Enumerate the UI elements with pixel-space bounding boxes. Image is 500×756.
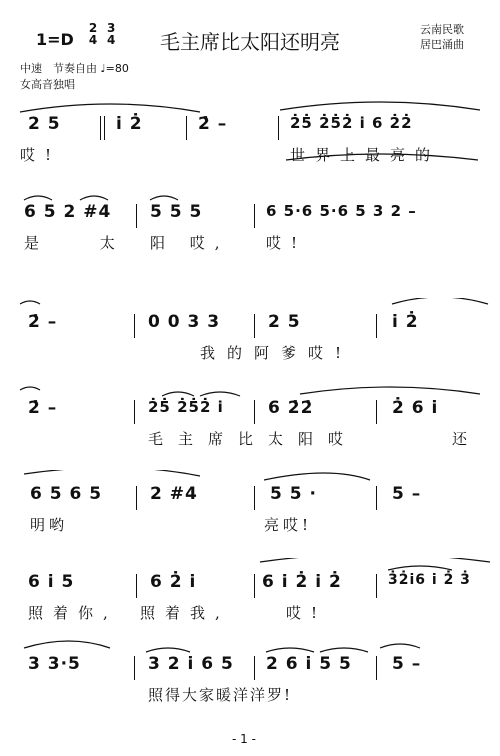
slur bbox=[80, 196, 108, 200]
measure: 2 5 bbox=[268, 312, 301, 332]
score-row-2 bbox=[0, 188, 500, 274]
barline bbox=[376, 656, 377, 680]
score-row-4 bbox=[0, 384, 500, 470]
lyric: 照着你, bbox=[28, 604, 118, 622]
lyric: 哎! bbox=[20, 146, 62, 164]
lyric: 明哟 bbox=[30, 516, 69, 534]
barline bbox=[136, 204, 137, 228]
barline bbox=[134, 656, 135, 680]
measure: i 2̇ bbox=[392, 312, 419, 332]
barline bbox=[278, 116, 279, 140]
lyric: 阳 哎, bbox=[150, 234, 230, 252]
slur bbox=[260, 558, 490, 562]
slur bbox=[146, 648, 190, 652]
barline bbox=[254, 314, 255, 338]
measure: 0 0 3 3 bbox=[148, 312, 221, 332]
barline bbox=[254, 656, 255, 680]
lyric: 照着我, bbox=[140, 604, 230, 622]
barline bbox=[136, 574, 137, 598]
slur-marks bbox=[0, 558, 500, 644]
barline bbox=[134, 314, 135, 338]
measure: 5 5 · bbox=[270, 484, 317, 504]
slur bbox=[24, 470, 200, 476]
barline bbox=[186, 116, 187, 140]
meter-2-top: 3 bbox=[107, 21, 116, 35]
slur-marks bbox=[0, 100, 500, 186]
meter-2-bottom: 4 bbox=[107, 33, 116, 47]
slur-marks bbox=[0, 188, 500, 274]
slur-marks bbox=[0, 470, 500, 556]
measure: 6 i 5 bbox=[28, 572, 75, 592]
measure: 3̇2̇i6 i 2̇ 3̇ bbox=[388, 572, 471, 588]
slur bbox=[280, 102, 480, 110]
lyric: 世界上最亮的 bbox=[290, 146, 441, 164]
slur-marks bbox=[0, 384, 500, 470]
measure: 5 5 5 bbox=[150, 202, 203, 222]
meter-1-bottom: 4 bbox=[88, 33, 98, 47]
measure: 6 2̇2̇ bbox=[268, 398, 314, 418]
score-row-3 bbox=[0, 298, 500, 384]
slur bbox=[266, 648, 314, 652]
slur bbox=[300, 387, 480, 394]
measure: 5 – bbox=[392, 654, 422, 674]
barline bbox=[376, 574, 377, 598]
credit-line-2: 居巴涌曲 bbox=[420, 38, 464, 51]
slur-marks bbox=[0, 640, 500, 726]
measure: 2̇5̇ 2̇5̇2̇ i 6 2̇2̇ bbox=[290, 114, 413, 132]
slur bbox=[380, 644, 420, 648]
barline bbox=[254, 486, 255, 510]
slur bbox=[20, 387, 40, 390]
measure: 2 6 i 5 5 bbox=[266, 654, 352, 674]
barline bbox=[134, 400, 135, 424]
lyric: 我的阿爹哎! bbox=[200, 344, 354, 362]
credit-line-1: 云南民歌 bbox=[420, 23, 464, 36]
barline bbox=[376, 314, 377, 338]
lyric: 哎! bbox=[266, 234, 308, 252]
measure: 2 #4 bbox=[150, 484, 198, 504]
key-signature: 1=D bbox=[36, 30, 74, 49]
barline bbox=[254, 204, 255, 228]
measure: 2̇ – bbox=[28, 398, 58, 418]
barline bbox=[376, 400, 377, 424]
meter-1-top: 2 bbox=[88, 21, 98, 35]
slur bbox=[388, 566, 452, 570]
slur bbox=[200, 392, 240, 396]
score-row-5 bbox=[0, 470, 500, 556]
measure: i 2̇ bbox=[116, 114, 143, 134]
barline bbox=[254, 574, 255, 598]
lyric: 照得大家暖洋洋罗! bbox=[148, 686, 293, 704]
slur bbox=[24, 641, 110, 648]
slur bbox=[264, 473, 370, 480]
voice-marking: 女高音独唱 bbox=[20, 78, 75, 91]
measure: 2̇ 6 i bbox=[392, 398, 439, 418]
measure: 2̇ – bbox=[28, 312, 58, 332]
slur bbox=[320, 648, 368, 652]
measure: 6 i 2̇ i 2̇ bbox=[262, 572, 342, 592]
measure: 2̇ – bbox=[198, 114, 228, 134]
lyric: 还 bbox=[452, 430, 478, 448]
measure: 6 2̇ i bbox=[150, 572, 197, 592]
barline bbox=[100, 116, 101, 140]
slur bbox=[20, 104, 200, 112]
barline bbox=[254, 400, 255, 424]
lyric: 毛主席比太阳哎 bbox=[148, 430, 359, 448]
slur bbox=[150, 196, 178, 200]
tempo-marking: 中速 节奏自由 ♩=80 bbox=[20, 62, 129, 75]
lyric: 亮哎! bbox=[264, 516, 313, 534]
measure: 2 5 bbox=[28, 114, 61, 134]
lyric: 是 太 bbox=[24, 234, 143, 252]
barline bbox=[104, 116, 105, 140]
measure: 3 3·5 bbox=[28, 654, 81, 674]
measure: 6 5 6 5 bbox=[30, 484, 103, 504]
slur bbox=[20, 301, 40, 304]
measure: 6 5·6 5·6 5 3 2 – bbox=[266, 202, 417, 220]
score-row-6 bbox=[0, 558, 500, 644]
lyric: 哎! bbox=[286, 604, 328, 622]
measure: 5 – bbox=[392, 484, 422, 504]
measure: 3 2 i 6 5 bbox=[148, 654, 234, 674]
page-number: - 1 - bbox=[232, 732, 256, 746]
measure: 6 5 2 #4 bbox=[24, 202, 112, 222]
slur bbox=[162, 392, 194, 396]
slur-marks bbox=[0, 298, 500, 384]
barline bbox=[136, 486, 137, 510]
barline bbox=[376, 486, 377, 510]
slur bbox=[392, 298, 488, 304]
measure: 2̇5̇ 2̇5̇2̇ i bbox=[148, 398, 224, 416]
score-row-1 bbox=[0, 100, 500, 186]
slur bbox=[24, 196, 52, 200]
score-row-7 bbox=[0, 640, 500, 726]
song-title: 毛主席比太阳还明亮 bbox=[160, 30, 340, 54]
